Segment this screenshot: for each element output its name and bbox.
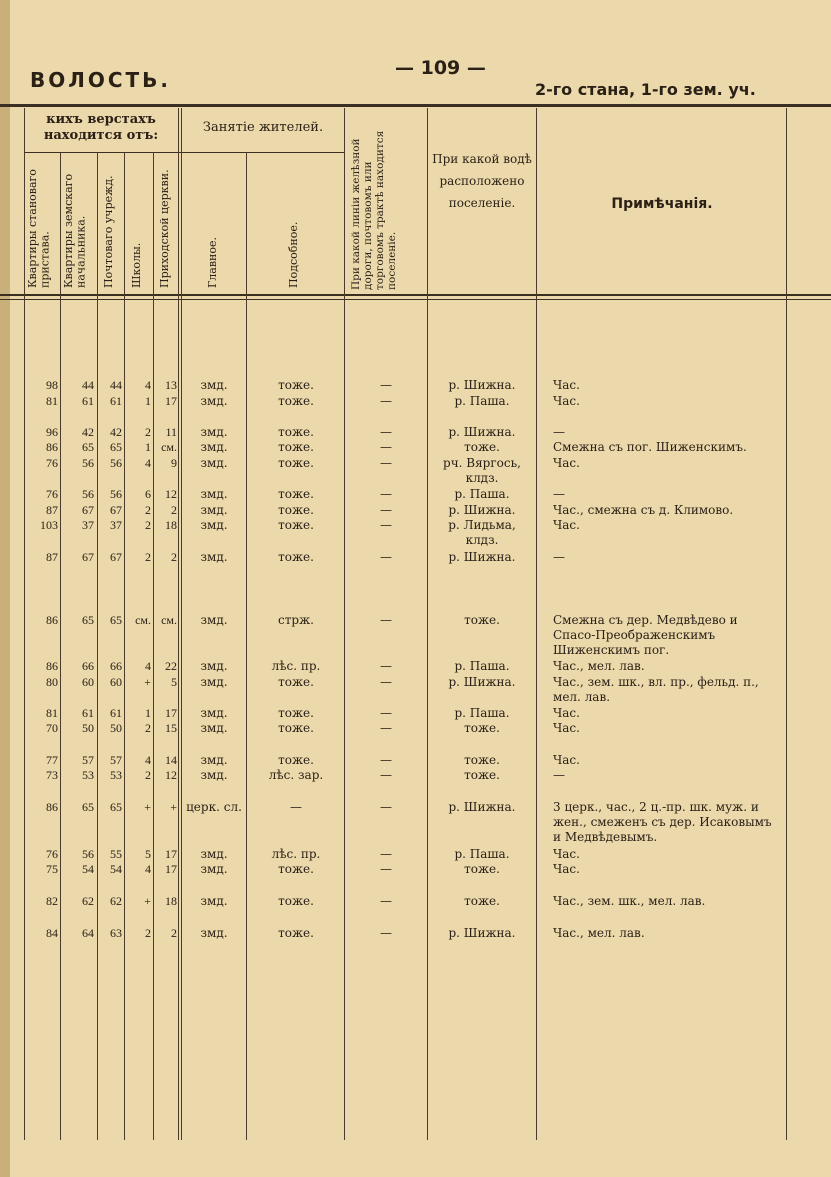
header-group-rule [24, 152, 344, 153]
cell-notes: — [553, 487, 565, 501]
cell-c5: 15 [165, 721, 177, 735]
cell-notes: Час. [553, 847, 580, 861]
cell-sec: тоже. [278, 456, 314, 470]
cell-rail: — [380, 659, 392, 673]
cell-notes: Час. [553, 518, 580, 532]
header-col-water: При какой водѣ расположено поселеніе. [432, 152, 532, 210]
cell-c1: 86 [46, 659, 58, 673]
cell-c1: 86 [46, 613, 58, 627]
cell-water: рч. Вяргось, клдз. [443, 456, 521, 485]
cell-notes: Час. [553, 378, 580, 392]
cell-water: р. Шижна. [448, 425, 516, 439]
cell-c4: + [144, 894, 151, 908]
cell-c2: 44 [82, 378, 94, 392]
cell-water: тоже. [464, 753, 500, 767]
cell-c3: 63 [110, 926, 122, 940]
cell-c1: 81 [46, 394, 58, 408]
cell-water: тоже. [464, 721, 500, 735]
page-title-left: ВОЛОСТЬ. [30, 68, 172, 92]
cell-rail: — [380, 675, 392, 689]
cell-main: змд. [200, 721, 228, 735]
cell-notes: — [553, 768, 565, 782]
cell-rail: — [380, 550, 392, 564]
cell-c4: 2 [145, 425, 151, 439]
cell-main: змд. [200, 659, 228, 673]
cell-main: змд. [200, 394, 228, 408]
cell-c4: 2 [145, 926, 151, 940]
cell-notes: Смежна съ дер. Медвѣдево и Спасо-Преображенскимъ Шиженскимъ пог. [553, 613, 738, 657]
cell-main: змд. [200, 894, 228, 908]
cell-c4: + [144, 675, 151, 689]
cell-c3: 56 [110, 456, 122, 470]
col-divider [427, 108, 428, 1140]
cell-c1: 98 [46, 378, 58, 392]
cell-notes: Час. [553, 706, 580, 720]
cell-water: тоже. [464, 613, 500, 627]
cell-c4: 4 [145, 456, 151, 470]
cell-notes: Час. [553, 394, 580, 408]
cell-c2: 67 [82, 503, 94, 517]
cell-c3: 66 [110, 659, 122, 673]
col-divider [246, 152, 247, 1140]
cell-sec: тоже. [278, 721, 314, 735]
cell-rail: — [380, 753, 392, 767]
header-occupation-group: Занятіе жителей. [202, 120, 324, 135]
cell-c2: 65 [82, 440, 94, 454]
cell-c2: 61 [82, 706, 94, 720]
cell-c1: 87 [46, 503, 58, 517]
cell-sec: тоже. [278, 862, 314, 876]
cell-notes: Час. [553, 862, 580, 876]
cell-c3: 65 [110, 440, 122, 454]
cell-c2: 50 [82, 721, 94, 735]
cell-c3: 54 [110, 862, 122, 876]
cell-sec: лѣс. пр. [271, 847, 321, 861]
cell-c4: 1 [145, 394, 151, 408]
header-distance-group: кихъ верстахъ находится отъ: [43, 112, 159, 144]
cell-c3: 65 [110, 800, 122, 814]
cell-rail: — [380, 706, 392, 720]
cell-water: р. Шижна. [448, 503, 516, 517]
cell-sec: лѣс. зар. [268, 768, 324, 782]
header-col-church: Приходской церкви. [158, 169, 171, 288]
cell-sec: тоже. [278, 518, 314, 532]
cell-c2: 61 [82, 394, 94, 408]
cell-water: р. Паша. [454, 706, 510, 720]
cell-c5: + [170, 800, 177, 814]
cell-notes: Час. [553, 753, 580, 767]
cell-rail: — [380, 503, 392, 517]
cell-water: р. Шижна. [448, 675, 516, 689]
cell-notes: 3 церк., час., 2 ц.-пр. шк. муж. и жен., смеженъ съ дер. Исаковымъ и Медвѣдевымъ. [553, 800, 772, 844]
cell-c5: 11 [165, 425, 177, 439]
col-divider [124, 152, 125, 1140]
cell-c1: 96 [46, 425, 58, 439]
cell-c3: 61 [110, 706, 122, 720]
cell-main: змд. [200, 706, 228, 720]
cell-c5: 2 [171, 926, 177, 940]
cell-c5: 17 [165, 706, 177, 720]
cell-c1: 80 [46, 675, 58, 689]
col-divider [24, 108, 25, 1140]
cell-notes: — [553, 425, 565, 439]
cell-rail: — [380, 456, 392, 470]
cell-c3: 53 [110, 768, 122, 782]
cell-main: змд. [200, 440, 228, 454]
col-divider [786, 108, 787, 1140]
cell-rail: — [380, 847, 392, 861]
cell-c5: 13 [165, 378, 177, 392]
cell-sec: тоже. [278, 753, 314, 767]
cell-c1: 86 [46, 800, 58, 814]
cell-sec: тоже. [278, 378, 314, 392]
cell-water: р. Лидьма, клдз. [448, 518, 516, 547]
cell-main: церк. сл. [186, 800, 242, 814]
cell-c2: 66 [82, 659, 94, 673]
cell-rail: — [380, 721, 392, 735]
cell-c2: 65 [82, 800, 94, 814]
page-title-right: 2-го стана, 1-го зем. уч. [535, 80, 756, 99]
cell-c1: 86 [46, 440, 58, 454]
cell-main: змд. [200, 847, 228, 861]
cell-main: змд. [200, 613, 228, 627]
cell-sec: тоже. [278, 706, 314, 720]
cell-sec: тоже. [278, 394, 314, 408]
cell-notes: Час., мел. лав. [553, 926, 645, 940]
cell-c3: 56 [110, 487, 122, 501]
cell-c2: 37 [82, 518, 94, 532]
cell-c3: 62 [110, 894, 122, 908]
cell-rail: — [380, 440, 392, 454]
cell-main: змд. [200, 487, 228, 501]
cell-water: тоже. [464, 768, 500, 782]
cell-rail: — [380, 894, 392, 908]
page-edge [0, 0, 10, 1177]
cell-main: змд. [200, 675, 228, 689]
cell-c3: 60 [110, 675, 122, 689]
cell-c2: 65 [82, 613, 94, 627]
cell-c4: 4 [145, 659, 151, 673]
cell-sec: тоже. [278, 926, 314, 940]
cell-c2: 67 [82, 550, 94, 564]
cell-sec: стрж. [278, 613, 314, 627]
cell-notes: Час. [553, 721, 580, 735]
header-col-school: Школы. [130, 242, 143, 288]
cell-c3: 67 [110, 503, 122, 517]
cell-c4: 6 [145, 487, 151, 501]
header-col-main: Главное. [206, 237, 219, 288]
cell-rail: — [380, 926, 392, 940]
cell-c4: 4 [145, 862, 151, 876]
cell-c5: 17 [165, 847, 177, 861]
cell-rail: — [380, 425, 392, 439]
cell-c1: 81 [46, 706, 58, 720]
cell-c2: 60 [82, 675, 94, 689]
cell-c5: 12 [165, 487, 177, 501]
cell-water: р. Паша. [454, 659, 510, 673]
cell-c1: 70 [46, 721, 58, 735]
cell-water: тоже. [464, 894, 500, 908]
cell-water: р. Паша. [454, 487, 510, 501]
cell-rail: — [380, 613, 392, 627]
cell-c1: 87 [46, 550, 58, 564]
cell-notes: — [553, 550, 565, 564]
cell-c4: 2 [145, 550, 151, 564]
top-rule [0, 104, 831, 107]
cell-c5: 18 [165, 894, 177, 908]
cell-c1: 76 [46, 456, 58, 470]
cell-c4: 2 [145, 518, 151, 532]
cell-water: р. Паша. [454, 847, 510, 861]
cell-c4: 2 [145, 503, 151, 517]
cell-c4: + [144, 800, 151, 814]
cell-rail: — [380, 768, 392, 782]
cell-water: р. Шижна. [448, 550, 516, 564]
cell-c3: 55 [110, 847, 122, 861]
cell-c2: 56 [82, 487, 94, 501]
cell-c4: см. [135, 613, 151, 627]
col-divider [153, 152, 154, 1140]
cell-sec: тоже. [278, 894, 314, 908]
cell-c2: 53 [82, 768, 94, 782]
cell-c3: 57 [110, 753, 122, 767]
header-col-notes: Примѣчанія. [611, 196, 713, 212]
cell-water: тоже. [464, 440, 500, 454]
cell-notes: Час., зем. шк., вл. пр., фельд. п., мел. лав. [553, 675, 759, 704]
col-divider [60, 152, 61, 1140]
cell-c4: 1 [145, 706, 151, 720]
cell-water: р. Шижна. [448, 926, 516, 940]
cell-sec: тоже. [278, 550, 314, 564]
cell-c2: 54 [82, 862, 94, 876]
cell-c2: 42 [82, 425, 94, 439]
header-col-railway: При какой линіи желѣзной дороги, почтовомъ или торговомъ трактѣ находится поселеніе. [350, 130, 399, 290]
cell-sec: тоже. [278, 440, 314, 454]
cell-sec: тоже. [278, 675, 314, 689]
cell-c4: 5 [145, 847, 151, 861]
cell-c1: 82 [46, 894, 58, 908]
cell-c5: 17 [165, 394, 177, 408]
cell-c3: 50 [110, 721, 122, 735]
cell-c2: 64 [82, 926, 94, 940]
cell-sec: тоже. [278, 487, 314, 501]
col-divider [181, 108, 182, 1140]
cell-rail: — [380, 800, 392, 814]
page-number: — 109 — [395, 57, 486, 79]
cell-c5: см. [161, 613, 177, 627]
col-divider [344, 108, 345, 1140]
cell-rail: — [380, 518, 392, 532]
cell-main: змд. [200, 550, 228, 564]
cell-rail: — [380, 487, 392, 501]
header-col-stanovoy: Квартиры становаго пристава. [26, 169, 52, 288]
cell-c1: 75 [46, 862, 58, 876]
cell-main: змд. [200, 926, 228, 940]
cell-sec: тоже. [278, 503, 314, 517]
cell-main: змд. [200, 768, 228, 782]
cell-c3: 44 [110, 378, 122, 392]
cell-c2: 62 [82, 894, 94, 908]
cell-c4: 4 [145, 378, 151, 392]
cell-c4: 2 [145, 721, 151, 735]
cell-c3: 42 [110, 425, 122, 439]
cell-main: змд. [200, 503, 228, 517]
cell-main: змд. [200, 378, 228, 392]
cell-water: р. Шижна. [448, 378, 516, 392]
cell-c5: 2 [171, 550, 177, 564]
cell-notes: Час., зем. шк., мел. лав. [553, 894, 706, 908]
cell-c5: см. [161, 440, 177, 454]
cell-c4: 2 [145, 768, 151, 782]
cell-water: тоже. [464, 862, 500, 876]
cell-c3: 61 [110, 394, 122, 408]
cell-rail: — [380, 378, 392, 392]
cell-c2: 57 [82, 753, 94, 767]
cell-main: змд. [200, 753, 228, 767]
cell-c1: 76 [46, 847, 58, 861]
cell-c5: 17 [165, 862, 177, 876]
col-divider [97, 152, 98, 1140]
cell-c5: 5 [171, 675, 177, 689]
cell-water: р. Шижна. [448, 800, 516, 814]
cell-main: змд. [200, 456, 228, 470]
cell-c2: 56 [82, 847, 94, 861]
cell-c5: 2 [171, 503, 177, 517]
cell-main: змд. [200, 518, 228, 532]
header-col-secondary: Подсобное. [287, 221, 300, 288]
cell-rail: — [380, 394, 392, 408]
cell-main: змд. [200, 862, 228, 876]
cell-c3: 65 [110, 613, 122, 627]
cell-notes: Час., мел. лав. [553, 659, 645, 673]
cell-water: р. Паша. [454, 394, 510, 408]
cell-c1: 84 [46, 926, 58, 940]
cell-c5: 14 [165, 753, 177, 767]
cell-c5: 12 [165, 768, 177, 782]
cell-c3: 67 [110, 550, 122, 564]
cell-notes: Час. [553, 456, 580, 470]
col-divider [178, 108, 179, 1140]
header-col-post: Почтоваго учрежд. [102, 175, 115, 288]
cell-sec: лѣс. пр. [271, 659, 321, 673]
cell-sec: тоже. [278, 425, 314, 439]
cell-c2: 56 [82, 456, 94, 470]
cell-rail: — [380, 862, 392, 876]
cell-c4: 4 [145, 753, 151, 767]
header-col-zemsky: Квартиры земскаго начальника. [62, 173, 88, 288]
cell-c1: 77 [46, 753, 58, 767]
cell-c1: 103 [40, 518, 58, 532]
cell-notes: Смежна съ пог. Шиженскимъ. [553, 440, 747, 454]
cell-c5: 18 [165, 518, 177, 532]
col-divider [536, 108, 537, 1140]
cell-c1: 76 [46, 487, 58, 501]
cell-c5: 22 [165, 659, 177, 673]
cell-notes: Час., смежна съ д. Климово. [553, 503, 734, 517]
cell-main: змд. [200, 425, 228, 439]
cell-c5: 9 [171, 456, 177, 470]
cell-sec: — [290, 800, 302, 814]
cell-c1: 73 [46, 768, 58, 782]
cell-c3: 37 [110, 518, 122, 532]
cell-c4: 1 [145, 440, 151, 454]
